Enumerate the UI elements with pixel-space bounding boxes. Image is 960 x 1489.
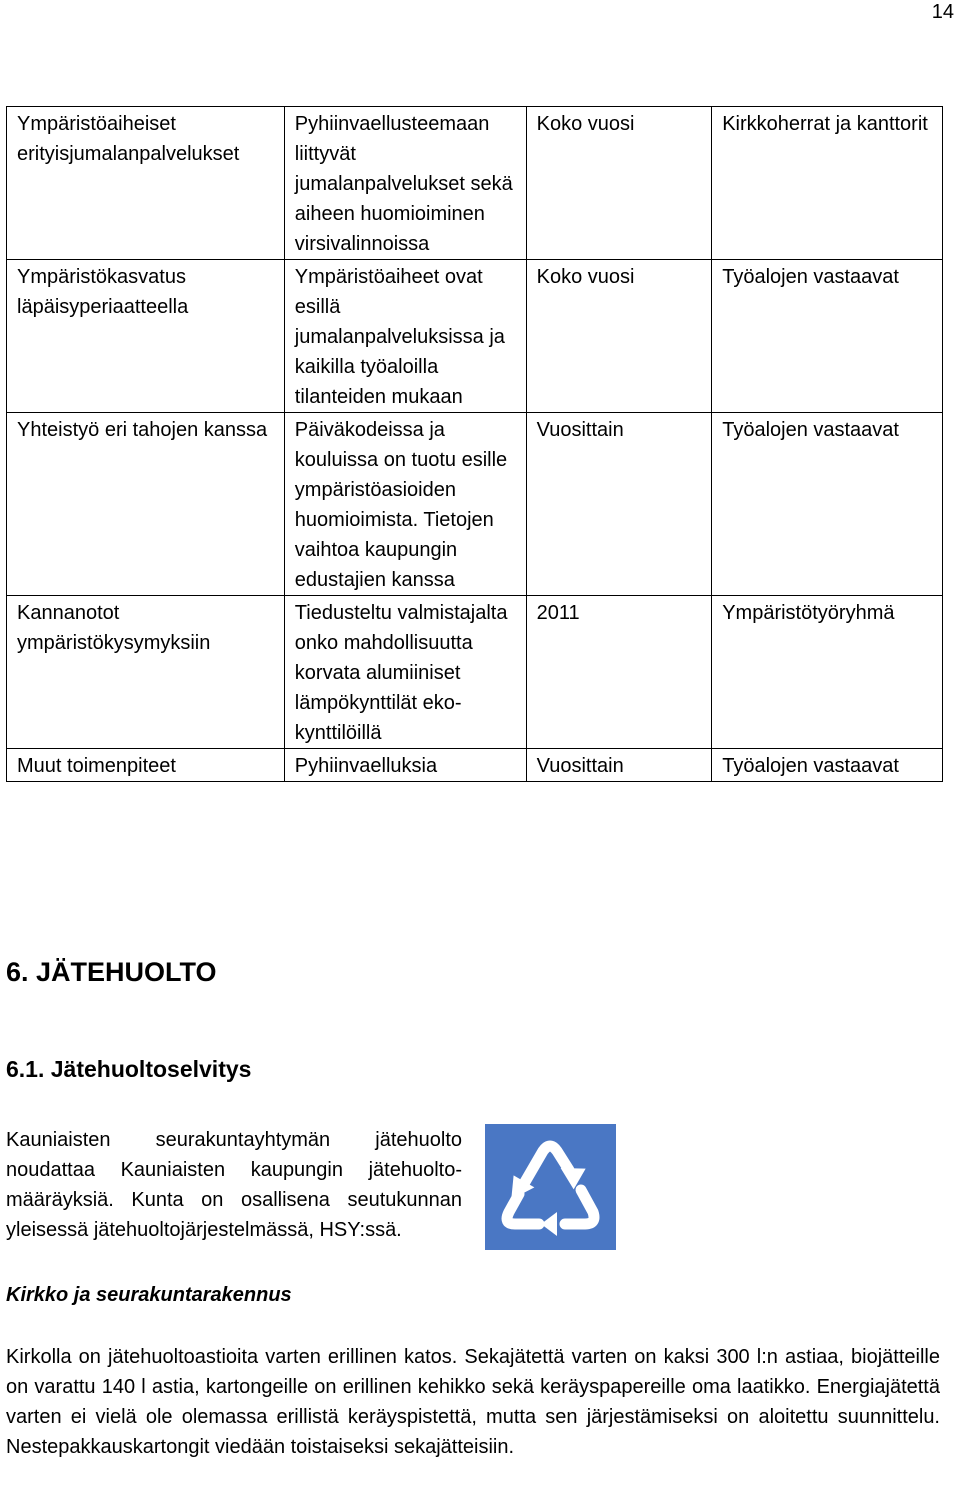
page-number: 14 xyxy=(931,1,954,23)
table-cell-schedule: 2011 xyxy=(526,596,712,749)
table-row xyxy=(7,260,943,413)
table-row xyxy=(7,596,943,749)
table-row xyxy=(7,749,943,782)
table-cell-responsible: Työalojen vastaavat xyxy=(712,413,943,596)
building-subheading: Kirkko ja seurakuntarakennus xyxy=(6,1284,292,1306)
table-cell-description: Tiedusteltu valmistajalta onko mahdollisuutta korvata alumiiniset lämpökynttilät eko-kynttilöillä xyxy=(284,596,526,749)
table-cell-activity: Ympäristökasvatus läpäisyperiaatteella xyxy=(7,260,285,413)
table-cell-schedule: Vuosittain xyxy=(526,749,712,782)
recycle-icon xyxy=(485,1124,616,1250)
table-cell-schedule: Koko vuosi xyxy=(526,107,712,260)
table-cell-responsible: Kirkkoherrat ja kanttorit xyxy=(712,107,943,260)
table-cell-description: Pyhiinvaelluksia xyxy=(284,749,526,782)
table-cell-activity: Yhteistyö eri tahojen kanssa xyxy=(7,413,285,596)
table-cell-description: Ympäristöaiheet ovat esillä jumalanpalveluksissa ja kaikilla työaloilla tilanteiden mukaan xyxy=(284,260,526,413)
table-cell-schedule: Koko vuosi xyxy=(526,260,712,413)
table-cell-responsible: Työalojen vastaavat xyxy=(712,260,943,413)
table-cell-description: Pyhiinvaellusteemaan liittyvät jumalanpalvelukset sekä aiheen huomioiminen virsivalinnoissa xyxy=(284,107,526,260)
table-cell-activity: Kannanotot ympäristökysymyksiin xyxy=(7,596,285,749)
environment-actions-table xyxy=(6,106,943,782)
table-cell-description: Päiväkodeissa ja kouluissa on tuotu esille ympäristöasioiden huomioimista. Tietojen vaihtoa kaupungin edustajien kanssa xyxy=(284,413,526,596)
table-row xyxy=(7,107,943,260)
table-cell-activity: Ympäristöaiheiset erityisjumalanpalvelukset xyxy=(7,107,285,260)
table-row xyxy=(7,413,943,596)
body-paragraph: Kirkolla on jätehuoltoastioita varten erillinen katos. Sekajätettä varten on kaksi 300 l:n astiaa, biojätteille on varattu 140 l astia, kartongeille on erillinen kehikko sekä keräyspapereille oma laatikko. Energiajätettä varten ei vielä ole olemassa erillistä keräyspistettä, mutta sen järjestämiseksi on aloitettu suunnittelu. Nestepakkauskartongit viedään toistaiseksi sekajätteisiin. xyxy=(6,1346,940,1458)
intro-paragraph: Kauniaisten seurakuntayhtymän jätehuolto noudattaa Kauniaisten kaupungin jätehuolto-määräyksiä. Kunta on osallisena seutukunnan yleisessä jätehuoltojärjestelmässä, HSY:ssä. xyxy=(6,1129,462,1241)
table-cell-schedule: Vuosittain xyxy=(526,413,712,596)
subsection-heading: 6.1. Jätehuoltoselvitys xyxy=(6,1056,252,1082)
table-cell-activity: Muut toimenpiteet xyxy=(7,749,285,782)
table-cell-responsible: Työalojen vastaavat xyxy=(712,749,943,782)
table-cell-responsible: Ympäristötyöryhmä xyxy=(712,596,943,749)
section-heading: 6. JÄTEHUOLTO xyxy=(6,957,217,987)
